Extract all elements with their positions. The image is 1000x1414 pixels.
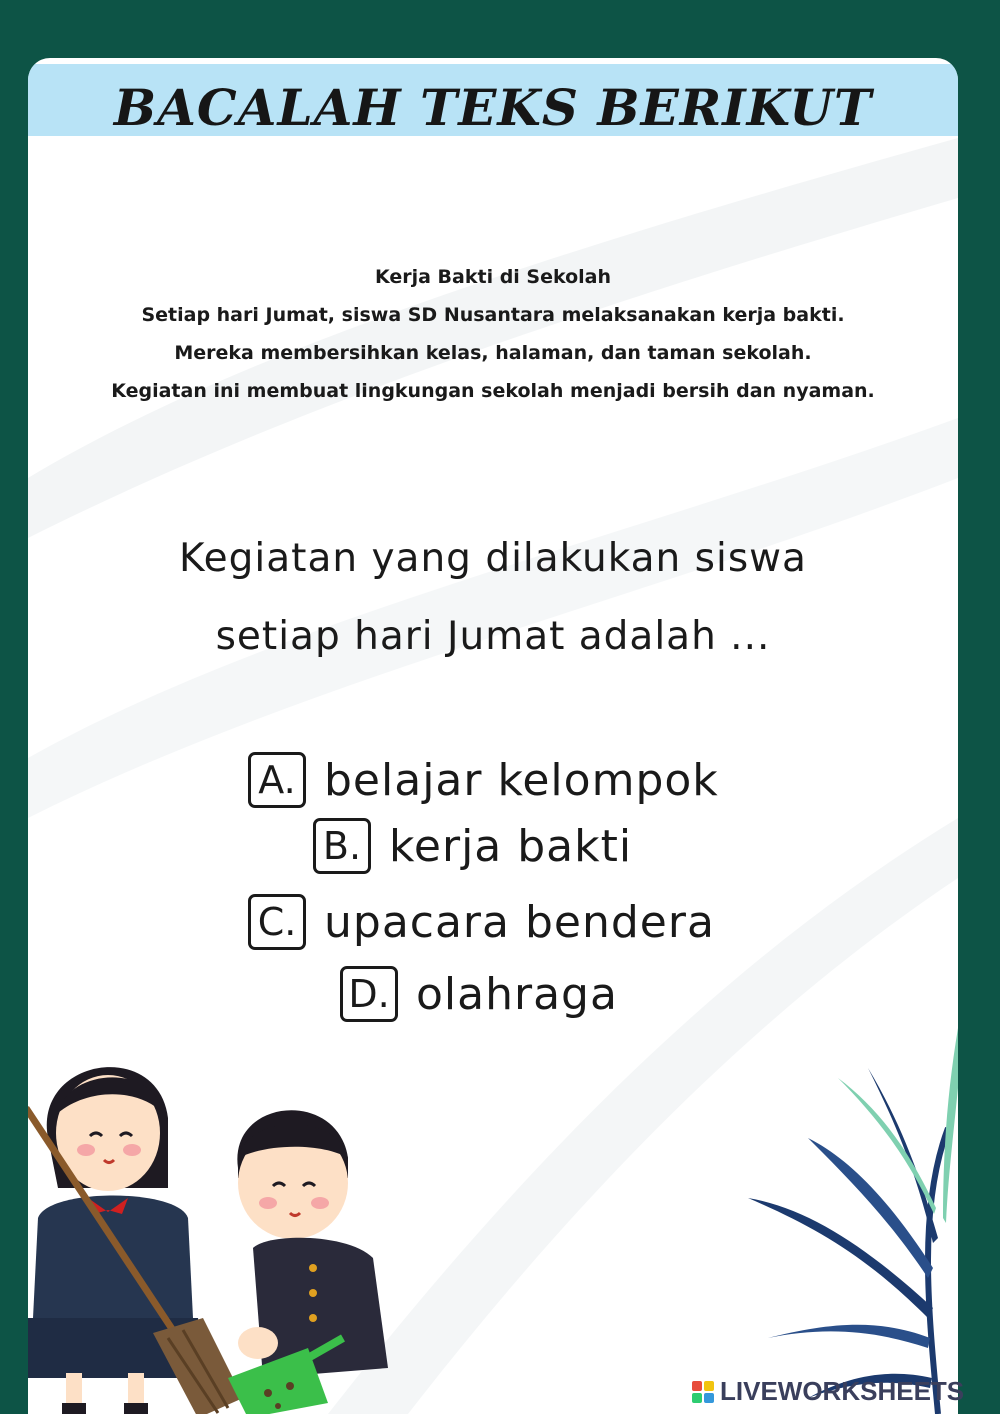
option-c-label: upacara bendera xyxy=(324,896,715,948)
passage-line-1: Setiap hari Jumat, siswa SD Nusantara melaksanakan kerja bakti. xyxy=(141,304,845,326)
question-line-2: setiap hari Jumat adalah ... xyxy=(215,614,771,659)
option-d[interactable] xyxy=(340,966,618,1022)
option-a-checkbox[interactable]: A. xyxy=(248,752,306,808)
worksheet-card xyxy=(28,58,958,1414)
students-cleaning-illustration xyxy=(28,1018,468,1414)
passage-line-3: Kegiatan ini membuat lingkungan sekolah menjadi bersih dan nyaman. xyxy=(111,380,875,402)
watermark-text: LIVEWORKSHEETS xyxy=(720,1376,965,1406)
option-a-label: belajar kelompok xyxy=(324,754,719,806)
option-a[interactable] xyxy=(248,752,719,808)
option-b-checkbox[interactable]: B. xyxy=(313,818,371,874)
question-line-1: Kegiatan yang dilakukan siswa xyxy=(179,536,807,581)
option-d-label: olahraga xyxy=(416,968,618,1020)
option-c-checkbox[interactable]: C. xyxy=(248,894,306,950)
reading-passage xyxy=(28,258,958,410)
palm-leaves-illustration xyxy=(748,1008,958,1414)
option-b[interactable] xyxy=(313,818,632,874)
liveworksheets-watermark xyxy=(692,1376,964,1407)
passage-line-2: Mereka membersihkan kelas, halaman, dan taman sekolah. xyxy=(174,342,812,364)
page-title: BACALAH TEKS BERIKUT xyxy=(113,78,873,137)
question-text xyxy=(28,520,958,676)
passage-heading: Kerja Bakti di Sekolah xyxy=(374,266,612,288)
option-d-checkbox[interactable]: D. xyxy=(340,966,398,1022)
option-b-label: kerja bakti xyxy=(389,820,633,872)
boy-figure xyxy=(237,1110,388,1378)
option-c[interactable] xyxy=(248,894,715,950)
liveworksheets-logo-icon xyxy=(692,1381,714,1403)
